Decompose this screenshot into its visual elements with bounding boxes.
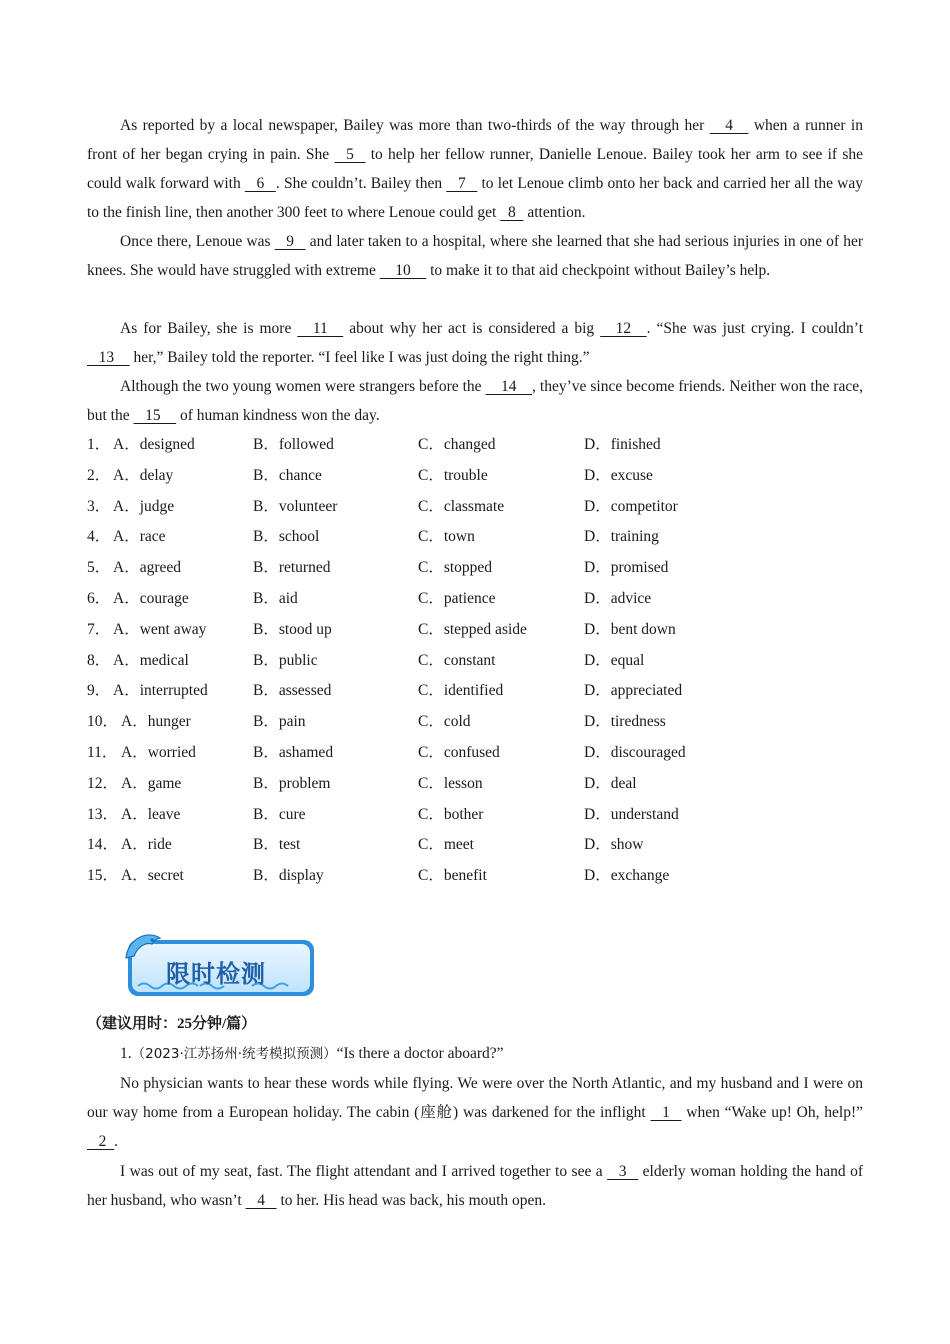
- suggested-time: （建议用时：25分钟/篇）: [87, 1016, 257, 1032]
- question-number: 13．: [87, 805, 119, 823]
- section-badge: [122, 928, 318, 1000]
- option-c: C．lesson: [418, 774, 483, 792]
- option-d: D．bent down: [584, 620, 676, 638]
- blank-15: 15: [133, 407, 177, 424]
- passage-text: to make it to that aid checkpoint without Bailey’s help.: [426, 262, 771, 279]
- question-row: [87, 676, 863, 707]
- question-number: 7．: [87, 620, 111, 638]
- question-row: [87, 522, 863, 553]
- q1-paragraph-1: [87, 1069, 863, 1156]
- option-d: D．excuse: [584, 466, 653, 484]
- passage-paragraph-2: [87, 227, 863, 285]
- option-d: D．training: [584, 528, 659, 546]
- option-a: A．courage: [113, 589, 189, 607]
- passage-text: . “She was just crying. I couldn’t: [646, 320, 863, 337]
- question-number: 1．: [87, 436, 111, 453]
- blank-7: 7: [446, 175, 478, 192]
- question-number: 15．: [87, 867, 119, 885]
- passage-text: Although the two young women were strangers before the: [120, 378, 486, 395]
- blank-14: 14: [485, 378, 533, 395]
- option-b: B．problem: [253, 774, 331, 792]
- option-b: B．volunteer: [253, 497, 338, 515]
- question-row: [87, 492, 863, 523]
- option-a: A．worried: [121, 743, 196, 761]
- option-d: D．promised: [584, 559, 669, 577]
- option-c: C．meet: [418, 836, 474, 854]
- question-number: 2．: [87, 466, 111, 484]
- passage-paragraph-3: [87, 314, 863, 372]
- question-row: [87, 553, 863, 584]
- option-b: B．cure: [253, 805, 306, 823]
- option-c: C．classmate: [418, 497, 505, 515]
- badge-label: 限时检测: [166, 960, 266, 988]
- option-a: A．interrupted: [113, 682, 208, 700]
- option-d: D．deal: [584, 774, 637, 792]
- option-c: C．stepped aside: [418, 620, 527, 638]
- option-c: C．identified: [418, 682, 504, 700]
- option-b: B．test: [253, 836, 301, 854]
- blank-8: 8: [500, 204, 524, 221]
- option-a: A．delay: [113, 466, 174, 484]
- question-number: 6．: [87, 589, 111, 607]
- passage-text: , they’ve since become friends. Neither won the race, but the: [87, 378, 863, 424]
- option-d: D．finished: [584, 436, 661, 453]
- blank-5: 5: [334, 146, 366, 163]
- option-b: B．pain: [253, 713, 306, 731]
- passage-text: Once there, Lenoue was: [120, 233, 275, 250]
- question-row: [87, 830, 863, 861]
- question-source: （2023·江苏扬州·统考模拟预测）: [131, 1046, 337, 1062]
- option-a: A．went away: [113, 620, 207, 638]
- passage-text: when a runner in front of her began crying in pain. She: [87, 117, 863, 163]
- option-b: B．stood up: [253, 620, 332, 638]
- option-c: C．bother: [418, 805, 484, 823]
- blank-13: 13: [87, 349, 130, 366]
- q1-blank-3: 3: [607, 1163, 639, 1180]
- option-b: B．display: [253, 867, 324, 885]
- q1-blank-2: 2: [87, 1133, 115, 1150]
- passage-text: I was out of my seat, fast. The flight attendant and I arrived together to see a: [120, 1163, 608, 1180]
- passage-text: to help her fellow runner, Danielle Lenoue. Bailey took her arm to see if she could walk forward with: [87, 146, 863, 192]
- option-b: B．public: [253, 651, 318, 669]
- passage-title: “Is there a doctor aboard?”: [336, 1045, 504, 1062]
- q1-blank-1: 1: [650, 1104, 682, 1121]
- question-number: 4．: [87, 528, 111, 546]
- passage-text: . She couldn’t. Bailey then: [275, 175, 447, 192]
- option-c: C．trouble: [418, 466, 488, 484]
- passage-text: attention.: [523, 204, 586, 221]
- option-c: C．stopped: [418, 559, 493, 577]
- option-d: D．exchange: [584, 867, 670, 885]
- question-number: 10．: [87, 713, 119, 731]
- passage-text: As for Bailey, she is more: [120, 320, 298, 337]
- option-d: D．tiredness: [584, 713, 666, 731]
- answer-options: [87, 430, 863, 892]
- passage-text: As reported by a local newspaper, Bailey was more than two-thirds of the way through her: [120, 117, 710, 134]
- question-row: [87, 738, 863, 769]
- question-row: [87, 430, 863, 461]
- option-c: C．changed: [418, 436, 496, 453]
- option-b: B．aid: [253, 589, 298, 607]
- passage-text: to her. His head was back, his mouth open.: [276, 1192, 547, 1209]
- question-row: [87, 861, 863, 892]
- option-b: B．chance: [253, 466, 322, 484]
- passage-text: to let Lenoue climb onto her back and carried her all the way to the finish line, then another 300 feet to where Lenoue could get: [87, 175, 863, 221]
- option-d: D．show: [584, 836, 644, 854]
- blank-4: 4: [709, 117, 749, 134]
- option-c: C．constant: [418, 651, 496, 669]
- option-d: D．equal: [584, 651, 645, 669]
- option-d: D．understand: [584, 805, 679, 823]
- question-number: 1.: [120, 1045, 132, 1062]
- option-a: A．medical: [113, 651, 189, 669]
- passage-text: elderly woman holding the hand of her husband, who wasn’t: [87, 1163, 863, 1209]
- option-a: A．ride: [121, 836, 172, 854]
- option-d: D．appreciated: [584, 682, 683, 700]
- passage-text: when “Wake up! Oh, help!”: [681, 1104, 863, 1121]
- option-a: A．designed: [113, 436, 195, 453]
- question-row: [87, 707, 863, 738]
- question-row: [87, 800, 863, 831]
- option-a: A．leave: [121, 805, 181, 823]
- question-row: [87, 615, 863, 646]
- option-d: D．advice: [584, 589, 652, 607]
- option-b: B．school: [253, 528, 320, 546]
- passage-paragraph-1: [87, 111, 863, 227]
- option-a: A．agreed: [113, 559, 181, 577]
- passage-text: .: [114, 1133, 118, 1150]
- passage-text: about why her act is considered a big: [343, 320, 601, 337]
- option-b: B．returned: [253, 559, 331, 577]
- blank-9: 9: [274, 233, 306, 250]
- option-b: B．ashamed: [253, 743, 334, 761]
- option-c: C．town: [418, 528, 475, 546]
- option-a: A．secret: [121, 867, 184, 885]
- option-b: B．assessed: [253, 682, 332, 700]
- option-a: A．judge: [113, 497, 175, 515]
- passage-text: her,” Bailey told the reporter. “I feel like I was just doing the right thing.”: [129, 349, 590, 366]
- question-number: 9．: [87, 682, 111, 700]
- passage-text: No physician wants to hear these words while flying. We were over the North Atlantic, and my husband and I were on our way home from a European holiday. The cabin (座舱) was darkened for the inflight: [87, 1075, 863, 1121]
- q1-paragraph-2: [87, 1157, 863, 1215]
- option-c: C．confused: [418, 743, 500, 761]
- blank-11: 11: [297, 320, 344, 337]
- question-number: 14．: [87, 836, 119, 854]
- question-row: [87, 584, 863, 615]
- q1-blank-4: 4: [245, 1192, 277, 1209]
- option-a: A．game: [121, 774, 182, 792]
- question-number: 3．: [87, 497, 111, 515]
- option-a: A．hunger: [121, 713, 191, 731]
- question-row: [87, 646, 863, 677]
- option-c: C．patience: [418, 589, 496, 607]
- question-number: 12．: [87, 774, 119, 792]
- passage-paragraph-4: [87, 372, 863, 430]
- question-number: 8．: [87, 651, 111, 669]
- question-row: [87, 461, 863, 492]
- option-c: C．benefit: [418, 867, 487, 885]
- option-d: D．competitor: [584, 497, 678, 515]
- question-number: 5．: [87, 559, 111, 577]
- blank-10: 10: [379, 262, 427, 279]
- option-c: C．cold: [418, 713, 471, 731]
- blank-12: 12: [600, 320, 647, 337]
- passage-text: of human kindness won the day.: [176, 407, 380, 424]
- passage-text: and later taken to a hospital, where she learned that she had serious injuries in one of her knees. She would have struggled with extreme: [87, 233, 863, 279]
- question-row: [87, 769, 863, 800]
- question-1-header: [120, 1041, 504, 1067]
- blank-6: 6: [244, 175, 276, 192]
- option-a: A．race: [113, 528, 166, 546]
- question-number: 11．: [87, 743, 118, 761]
- option-d: D．discouraged: [584, 743, 686, 761]
- option-b: B．followed: [253, 436, 334, 453]
